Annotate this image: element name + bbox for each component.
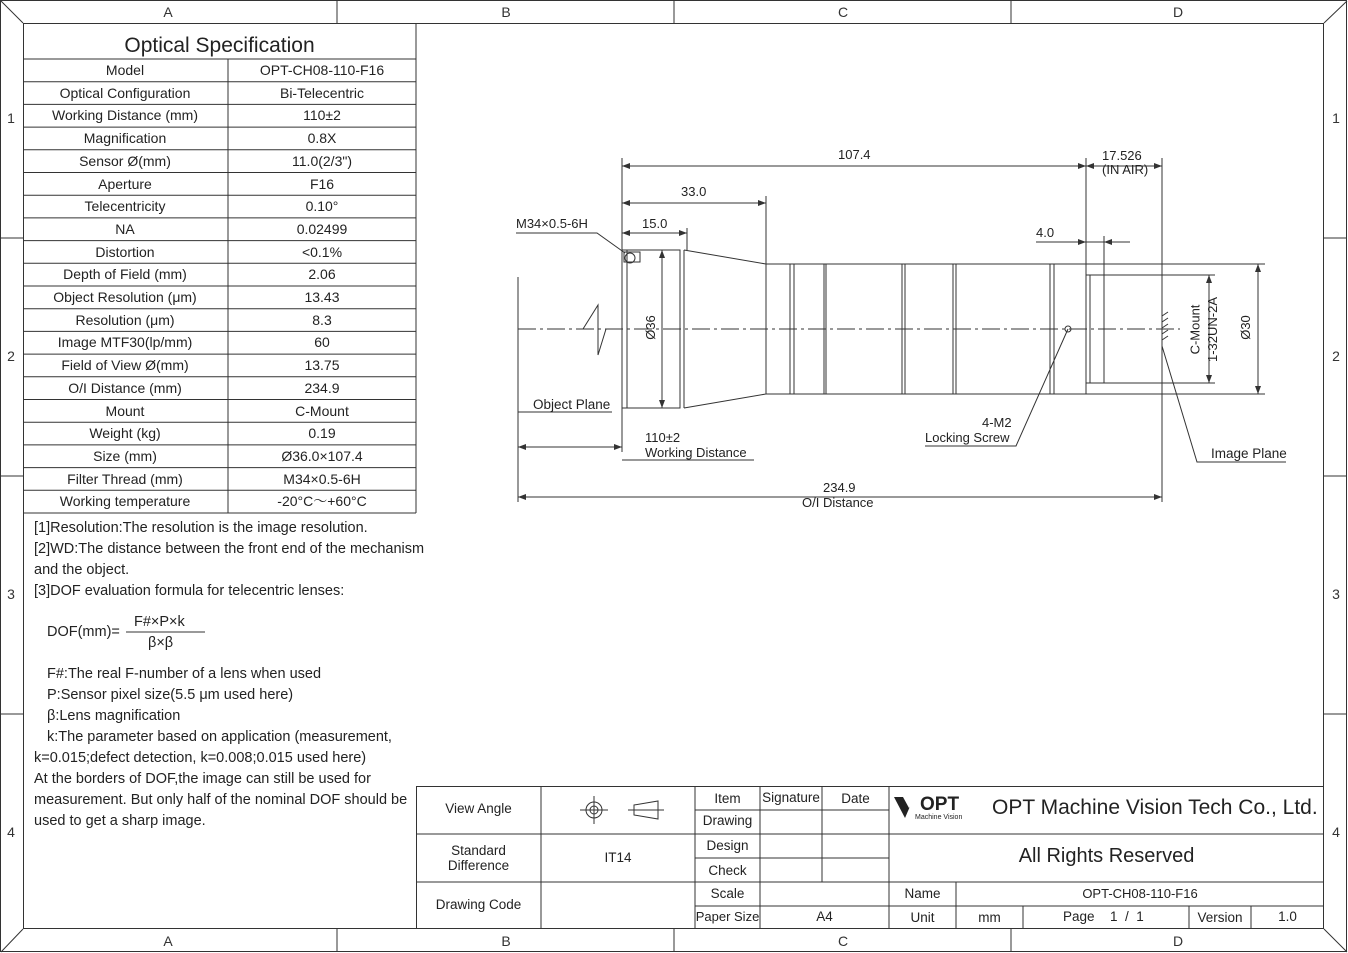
note-resolution: [1]Resolution:The resolution is the image resolution. bbox=[34, 520, 368, 536]
spec-value: 11.0(2/3") bbox=[292, 152, 352, 169]
zone-col-b-bottom: B bbox=[501, 933, 511, 949]
note-border-line1: At the borders of DOF,the image can still be used for bbox=[34, 771, 371, 787]
spec-key: Working Distance (mm) bbox=[52, 107, 198, 124]
company-name: OPT Machine Vision Tech Co., Ltd. bbox=[992, 796, 1318, 819]
name-value: OPT-CH08-110-F16 bbox=[1082, 886, 1198, 901]
check-label: Check bbox=[708, 863, 747, 878]
spec-row bbox=[23, 82, 416, 104]
cmount-thread-label: 1-32UN-2A bbox=[1205, 296, 1221, 363]
spec-key: Aperture bbox=[98, 175, 152, 192]
dim-overall-length: 107.4 bbox=[838, 147, 871, 162]
zone-col-c: C bbox=[837, 4, 849, 20]
spec-row bbox=[23, 422, 416, 444]
dim-15: 15.0 bbox=[642, 216, 668, 231]
spec-key: Size (mm) bbox=[93, 447, 157, 464]
spec-value: M34×0.5-6H bbox=[283, 470, 361, 487]
drawing-code-label: Drawing Code bbox=[435, 897, 522, 912]
spec-table-title: Optical Specification bbox=[124, 34, 315, 57]
spec-row bbox=[23, 445, 416, 467]
screw-count: 4-M2 bbox=[982, 415, 1012, 430]
logo-subtext: Machine Vision bbox=[915, 814, 963, 821]
spec-key: Distortion bbox=[95, 243, 155, 260]
view-angle-label: View Angle bbox=[445, 801, 512, 816]
zone-row-1-right: 1 bbox=[1332, 110, 1340, 126]
zone-row-3-right: 3 bbox=[1332, 586, 1340, 602]
page-label: Page bbox=[1063, 909, 1095, 924]
spec-key: Field of View Ø(mm) bbox=[61, 357, 189, 374]
spec-key: Optical Configuration bbox=[59, 84, 191, 101]
rights-statement: All Rights Reserved bbox=[1018, 845, 1195, 867]
spec-row bbox=[23, 263, 416, 285]
note-k-line2: k=0.015;defect detection, k=0.008;0.015 used here) bbox=[34, 750, 367, 766]
spec-row bbox=[23, 218, 416, 240]
spec-value: 0.19 bbox=[308, 425, 336, 442]
spec-key: Image MTF30(lp/mm) bbox=[57, 334, 193, 351]
dim-dia30: Ø30 bbox=[1237, 315, 1253, 340]
spec-value: 8.3 bbox=[312, 311, 332, 328]
spec-key: Object Resolution (μm) bbox=[53, 289, 197, 305]
spec-row bbox=[23, 127, 416, 149]
formula-lhs: DOF(mm)= bbox=[47, 624, 120, 640]
zone-row-2: 2 bbox=[7, 348, 15, 364]
zone-col-a-bottom: A bbox=[163, 933, 173, 949]
spec-value: <0.1% bbox=[301, 243, 343, 260]
signature-label: Signature bbox=[762, 790, 820, 805]
spec-row bbox=[23, 150, 416, 172]
paper-size-label: Paper Size bbox=[695, 909, 760, 924]
note-beta: β:Lens magnification bbox=[47, 708, 181, 724]
tolerance-value: IT14 bbox=[604, 850, 632, 865]
spec-value: 0.02499 bbox=[296, 220, 348, 237]
dim-flange-focal: 17.526 bbox=[1102, 148, 1142, 163]
spec-row bbox=[23, 400, 416, 422]
spec-value: Ø36.0×107.4 bbox=[281, 447, 363, 464]
spec-key: Sensor Ø(mm) bbox=[79, 152, 171, 169]
spec-key: Resolution (μm) bbox=[75, 311, 175, 328]
spec-row bbox=[23, 490, 416, 512]
zone-row-4: 4 bbox=[7, 824, 15, 840]
std-diff-line1: Standard bbox=[451, 843, 506, 858]
note-fnumber: F#:The real F-number of a lens when used bbox=[47, 666, 322, 682]
spec-key: Mount bbox=[105, 402, 145, 419]
dim-33: 33.0 bbox=[681, 184, 707, 199]
unit-value: mm bbox=[978, 910, 1001, 925]
zone-row-3: 3 bbox=[7, 586, 15, 602]
wd-value: 110±2 bbox=[645, 430, 681, 445]
note-border-line2: measurement. But only half of the nominal DOF should be bbox=[34, 792, 408, 808]
locking-screw-label: Locking Screw bbox=[925, 430, 1010, 445]
spec-key: Weight (kg) bbox=[89, 425, 161, 442]
spec-row bbox=[23, 331, 416, 353]
spec-value: 60 bbox=[314, 334, 330, 351]
spec-value: 0.8X bbox=[307, 130, 337, 147]
zone-col-c-bottom: C bbox=[837, 933, 849, 949]
spec-value: C-Mount bbox=[295, 402, 349, 419]
date-label: Date bbox=[841, 791, 870, 806]
spec-row bbox=[23, 241, 416, 263]
zone-col-a: A bbox=[163, 4, 173, 20]
spec-value: 110±2 bbox=[303, 107, 341, 124]
thread-label: M34×0.5-6H bbox=[516, 216, 588, 231]
version-label: Version bbox=[1197, 910, 1243, 925]
item-label: Item bbox=[714, 791, 741, 806]
spec-value: 13.75 bbox=[304, 357, 340, 374]
name-label: Name bbox=[904, 886, 941, 901]
spec-key: Telecentricity bbox=[84, 198, 166, 215]
spec-value: -20°C～+60°C bbox=[277, 493, 367, 510]
image-plane-label: Image Plane bbox=[1211, 446, 1287, 461]
dim-4: 4.0 bbox=[1036, 225, 1055, 240]
logo-text: OPT bbox=[920, 794, 960, 815]
note-wd-line1: [2]WD:The distance between the front end of the mechanism bbox=[34, 541, 425, 557]
spec-row bbox=[23, 286, 416, 308]
spec-key: Filter Thread (mm) bbox=[67, 470, 183, 487]
spec-value: 13.43 bbox=[304, 289, 340, 305]
oi-value: 234.9 bbox=[823, 480, 856, 495]
dim-in-air: (IN AIR) bbox=[1102, 162, 1149, 177]
spec-key: Working temperature bbox=[59, 493, 191, 510]
std-diff-line2: Difference bbox=[447, 858, 510, 873]
zone-col-b: B bbox=[501, 4, 511, 20]
spec-row bbox=[23, 354, 416, 376]
page-value: 1 / 1 bbox=[1110, 909, 1144, 924]
spec-key: Model bbox=[105, 62, 145, 78]
zone-row-4-right: 4 bbox=[1332, 824, 1340, 840]
unit-label: Unit bbox=[910, 910, 935, 925]
oi-label: O/I Distance bbox=[802, 495, 874, 510]
formula-numerator: F#×P×k bbox=[134, 614, 185, 630]
note-border-line3: used to get a sharp image. bbox=[34, 813, 206, 829]
dim-dia36: Ø36 bbox=[642, 315, 658, 340]
spec-row bbox=[23, 309, 416, 331]
scale-label: Scale bbox=[710, 886, 745, 901]
spec-key: Magnification bbox=[83, 130, 167, 147]
object-plane-label: Object Plane bbox=[533, 397, 611, 412]
zone-row-1: 1 bbox=[7, 110, 15, 126]
formula-denominator: β×β bbox=[148, 635, 174, 651]
spec-value: Bi-Telecentric bbox=[279, 84, 365, 101]
cmount-label: C-Mount bbox=[1187, 304, 1203, 355]
spec-row bbox=[23, 173, 416, 195]
spec-row bbox=[23, 468, 416, 490]
spec-value: 234.9 bbox=[304, 379, 340, 396]
spec-value: 2.06 bbox=[308, 266, 336, 283]
note-k-line1: k:The parameter based on application (measurement, bbox=[47, 729, 392, 745]
spec-key: NA bbox=[115, 220, 135, 237]
spec-value: 0.10° bbox=[305, 198, 339, 215]
spec-row bbox=[23, 104, 416, 126]
note-wd-line2: and the object. bbox=[34, 562, 130, 578]
note-pixel: P:Sensor pixel size(5.5 μm used here) bbox=[47, 687, 294, 703]
design-label: Design bbox=[706, 838, 749, 853]
zone-col-d: D bbox=[1172, 4, 1184, 20]
spec-row bbox=[23, 195, 416, 217]
version-value: 1.0 bbox=[1278, 909, 1297, 924]
paper-size-value: A4 bbox=[816, 909, 833, 924]
spec-key: Depth of Field (mm) bbox=[63, 266, 187, 283]
zone-col-d-bottom: D bbox=[1172, 933, 1184, 949]
spec-value: OPT-CH08-110-F16 bbox=[259, 62, 385, 78]
spec-key: O/I Distance (mm) bbox=[68, 379, 182, 396]
lens-drawing bbox=[516, 158, 1286, 502]
spec-row bbox=[23, 377, 416, 399]
spec-value: F16 bbox=[309, 175, 335, 192]
note-dof-heading: [3]DOF evaluation formula for telecentric lenses: bbox=[34, 583, 345, 599]
zone-row-2-right: 2 bbox=[1332, 348, 1340, 364]
wd-label: Working Distance bbox=[645, 445, 747, 460]
projection-symbol-icon bbox=[580, 796, 664, 824]
drawing-label: Drawing bbox=[702, 813, 753, 828]
spec-row bbox=[23, 59, 416, 81]
